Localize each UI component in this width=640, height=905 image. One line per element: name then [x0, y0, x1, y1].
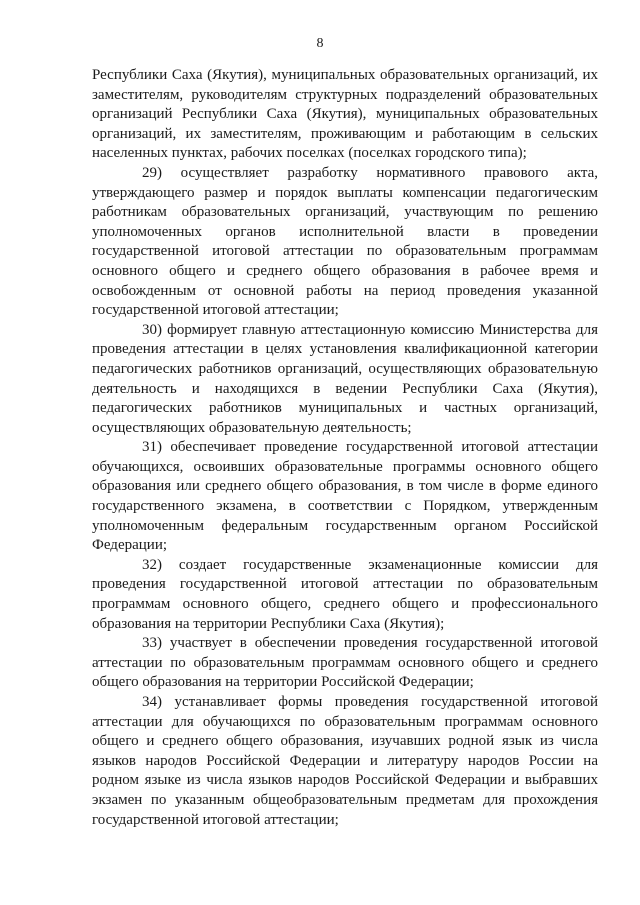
paragraph-item-31: 31) обеспечивает проведение государственной итоговой аттестации обучающихся, освоивших образовательные программы основного общего образования или среднего общего образования, в том числе в форме единого государственного экзамена, в соответствии с Порядком, утвержденным уполномоченным федеральным государственным органом Российской Федерации; [92, 439, 598, 554]
paragraph-item-33: 33) участвует в обеспечении проведения государственной итоговой аттестации по образовательным программам основного общего и среднего общего образования на территории Российской Федерации; [92, 635, 598, 691]
document-body [92, 66, 598, 830]
page-number: 8 [316, 36, 324, 51]
paragraph-item-30: 30) формирует главную аттестационную комиссию Министерства для проведения аттестации в целях установления квалификационной категории педагогических работников организаций, осуществляющих образовательную деятельность и находящихся в ведении Республики Саха (Якутия), педагогических работников муниципальных и частных организаций, осуществляющих образовательную деятельность; [92, 321, 598, 436]
paragraph-continuation: Республики Саха (Якутия), муниципальных образовательных организаций, их заместителям, руководителям структурных подразделений образовательных организаций Республики Саха (Якутия), муниципальных образовательных организаций, их заместителям, проживающим и работающим в сельских населенных пунктах, рабочих поселках (поселках городского типа); [92, 67, 598, 162]
paragraph-item-34: 34) устанавливает формы проведения государственной итоговой аттестации для обучающихся по образовательным программам основного общего и среднего общего образования, изучавших родной язык из числа языков народов Российской Федерации и литературу народов России на родном языке из числа языков народов Российской Федерации и выбравших экзамен по указанным общеобразовательным предметам для прохождения государственной итоговой аттестации; [92, 694, 598, 828]
paragraph-item-29: 29) осуществляет разработку нормативного правового акта, утверждающего размер и порядок выплаты компенсации педагогическим работникам образовательных организаций, участвующим по решению уполномоченных органов исполнительной власти в проведении государственной итоговой аттестации по образовательным программам основного общего и среднего общего образования в рабочее время и освобожденным от основной работы на период проведения указанной государственной итоговой аттестации; [92, 164, 598, 319]
paragraph-item-32: 32) создает государственные экзаменационные комиссии для проведения государственной итоговой аттестации по образовательным программам основного общего, среднего общего и профессионального образования на территории Республики Саха (Якутия); [92, 556, 598, 632]
